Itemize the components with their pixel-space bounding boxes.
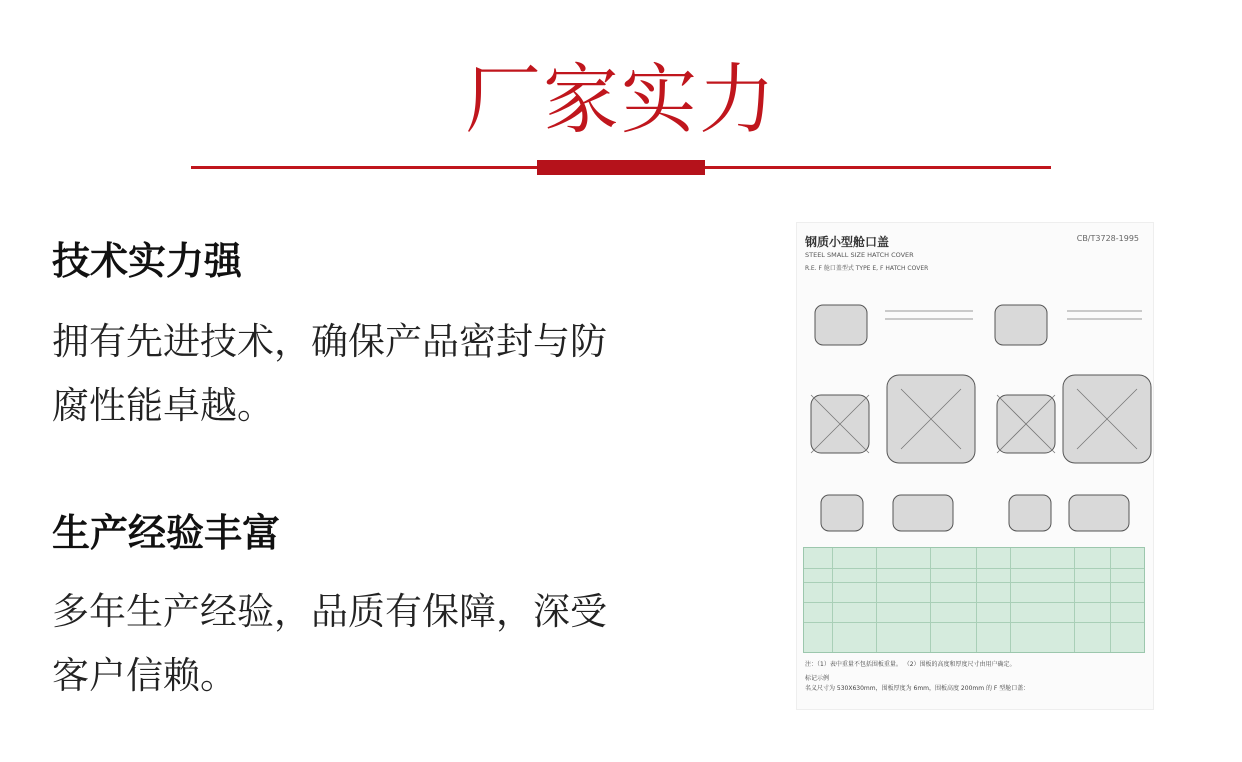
sheet-standard: CB/T3728-1995 xyxy=(1076,234,1139,243)
title-rule-accent xyxy=(537,160,705,175)
sheet-title: 钢质小型舱口盖 xyxy=(805,235,890,249)
technical-drawing-sheet xyxy=(796,222,1154,710)
section-body-tech xyxy=(52,310,692,438)
body-line: 拥有先进技术，确保产品密封与防 xyxy=(52,320,607,363)
sheet-example-title: 标记示例 xyxy=(805,675,830,682)
section-body-experience xyxy=(52,580,692,708)
section-heading-tech: 技术实力强 xyxy=(52,239,243,283)
spec-table xyxy=(803,547,1145,653)
sheet-note: 注：（1）表中重量不包括围板重量。 （2）围板的高度和厚度尺寸由用户确定。 xyxy=(805,661,1016,668)
sheet-example-line: 名义尺寸为 530X630mm，围板厚度为 6mm，围板高度 200mm 的 F 型舱口盖： xyxy=(805,685,1030,692)
sheet-subtitle: STEEL SMALL SIZE HATCH COVER xyxy=(805,251,914,259)
body-line: 多年生产经验，品质有保障，深受 xyxy=(52,590,607,633)
hatch-cover-drawings xyxy=(797,223,1153,543)
section-heading-experience: 生产经验丰富 xyxy=(52,511,281,555)
body-line: 客户信赖。 xyxy=(52,654,237,697)
page-title: 厂家实力 xyxy=(465,55,777,144)
body-line: 腐性能卓越。 xyxy=(52,384,274,427)
sheet-type-line: R.E. F 舱口盖型式 TYPE E, F HATCH COVER xyxy=(805,265,929,272)
